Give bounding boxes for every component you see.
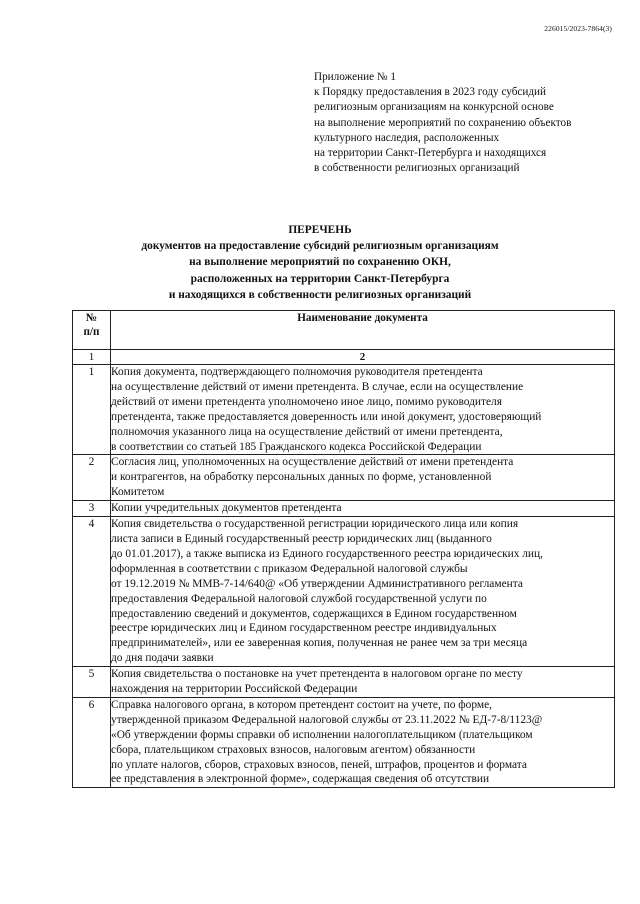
appendix-heading	[314, 70, 614, 176]
row-line: по уплате налогов, сборов, страховых взносов, пеней, штрафов, процентов и формата	[111, 758, 527, 771]
row-line: сбора, плательщиком страховых взносов, налоговым агентом) обязанности	[111, 743, 476, 756]
row-number: 2	[73, 455, 111, 501]
header-document-name: Наименование документа	[111, 311, 615, 350]
table-row	[73, 501, 615, 517]
row-line: реестре юридических лиц и Едином государственном реестре индивидуальных	[111, 622, 497, 635]
appendix-line: на территории Санкт-Петербурга и находящихся	[314, 147, 547, 160]
column-index-1: 1	[73, 350, 111, 365]
row-line: в соответствии со статьей 185 Гражданского кодекса Российской Федерации	[111, 440, 482, 453]
title-line: ПЕРЕЧЕНЬ	[288, 224, 352, 236]
header-number	[73, 311, 111, 350]
column-index-row	[73, 350, 615, 365]
row-line: Копии учредительных документов претендента	[111, 502, 342, 515]
row-line: от 19.12.2019 № ММВ-7-14/640@ «Об утверждении Административного регламента	[111, 577, 523, 590]
documents-table	[72, 310, 615, 788]
row-text	[111, 697, 615, 787]
row-line: «Об утверждении формы справки об исполнении налогоплательщиком (плательщиком	[111, 728, 533, 741]
row-line: ее представления в электронной форме», содержащая сведения об отсутствии	[111, 773, 490, 786]
table-row	[73, 697, 615, 787]
title-line: и находящихся в собственности религиозных организаций	[168, 288, 472, 301]
row-line: до дня подачи заявки	[111, 652, 214, 665]
row-line: Комитетом	[111, 486, 165, 499]
table-row	[73, 517, 615, 667]
row-line: листа записи в Единый государственный реестр юридических лиц (выданного	[111, 532, 492, 545]
row-line: утвержденной приказом Федеральной налоговой службы от 23.11.2022 № ЕД-7-8/1123@	[111, 713, 543, 726]
row-line: Копия документа, подтверждающего полномочия руководителя претендента	[111, 366, 483, 378]
column-index-2	[111, 350, 615, 365]
row-line: претендента, также предоставляется доверенность или иной документ, удостоверяющий	[111, 410, 542, 423]
header-number-line2: п/п	[83, 326, 100, 338]
row-line: и контрагентов, на обработку персональных данных по форме, установленной	[111, 471, 492, 484]
row-line: на осуществление действий от имени претендента. В случае, если на осуществление	[111, 380, 524, 393]
header-number-line1: №	[85, 312, 98, 324]
row-number: 4	[73, 517, 111, 667]
row-text	[111, 365, 615, 455]
row-line: нахождения на территории Российской Федерации	[111, 683, 358, 696]
row-line: полномочия указанного лица на осуществление действий от имени претендента,	[111, 425, 503, 438]
row-number: 6	[73, 697, 111, 787]
row-line: Справка налогового органа, в котором претендент состоит на учете, по форме,	[111, 698, 493, 711]
column-index-2-value: 2	[359, 351, 366, 363]
row-line: до 01.01.2017), а также выписка из Единого государственного реестра юридических лиц,	[111, 547, 543, 560]
row-text	[111, 501, 615, 517]
appendix-line: к Порядку предоставления в 2023 году субсидий	[314, 86, 547, 99]
title-line: документов на предоставление субсидий религиозным организациям	[141, 240, 499, 253]
row-line: предоставлению сведений и документов, содержащихся в Едином государственном	[111, 607, 517, 620]
table-row	[73, 667, 615, 698]
table-row	[73, 365, 615, 455]
row-line: Копия свидетельства о постановке на учет претендента в налоговом органе по месту	[111, 668, 523, 681]
title-line: расположенных на территории Санкт-Петербурга	[190, 272, 450, 285]
appendix-line: Приложение № 1	[314, 71, 396, 83]
row-line: предпринимателей», или ее заверенная копия, полученная не ранее чем за три месяца	[111, 637, 528, 650]
title-line: на выполнение мероприятий по сохранению ОКН,	[189, 256, 451, 269]
table-header-row	[73, 311, 615, 350]
row-text	[111, 667, 615, 698]
row-text	[111, 517, 615, 667]
appendix-line: культурного наследия, расположенных	[314, 131, 500, 144]
row-line: Согласия лиц, уполномоченных на осуществление действий от имени претендента	[111, 456, 514, 469]
row-number: 3	[73, 501, 111, 517]
row-line: оформленная в соответствии с приказом Федеральной налоговой службы	[111, 562, 468, 575]
appendix-line: на выполнение мероприятий по сохранению объектов	[314, 116, 572, 129]
table-row	[73, 455, 615, 501]
row-number: 1	[73, 365, 111, 455]
row-line: действий от имени претендента уполномочено иное лицо, помимо руководителя	[111, 395, 502, 408]
row-line: Копия свидетельства о государственной регистрации юридического лица или копия	[111, 518, 519, 531]
row-number: 5	[73, 667, 111, 698]
row-text	[111, 455, 615, 501]
appendix-line: в собственности религиозных организаций	[314, 162, 520, 175]
document-id: 226015/2023-7864(3)	[544, 24, 612, 33]
row-line: предоставления Федеральной налоговой службой государственной услуги по	[111, 592, 487, 605]
appendix-line: религиозным организациям на конкурсной основе	[314, 101, 554, 114]
document-title	[0, 222, 640, 303]
